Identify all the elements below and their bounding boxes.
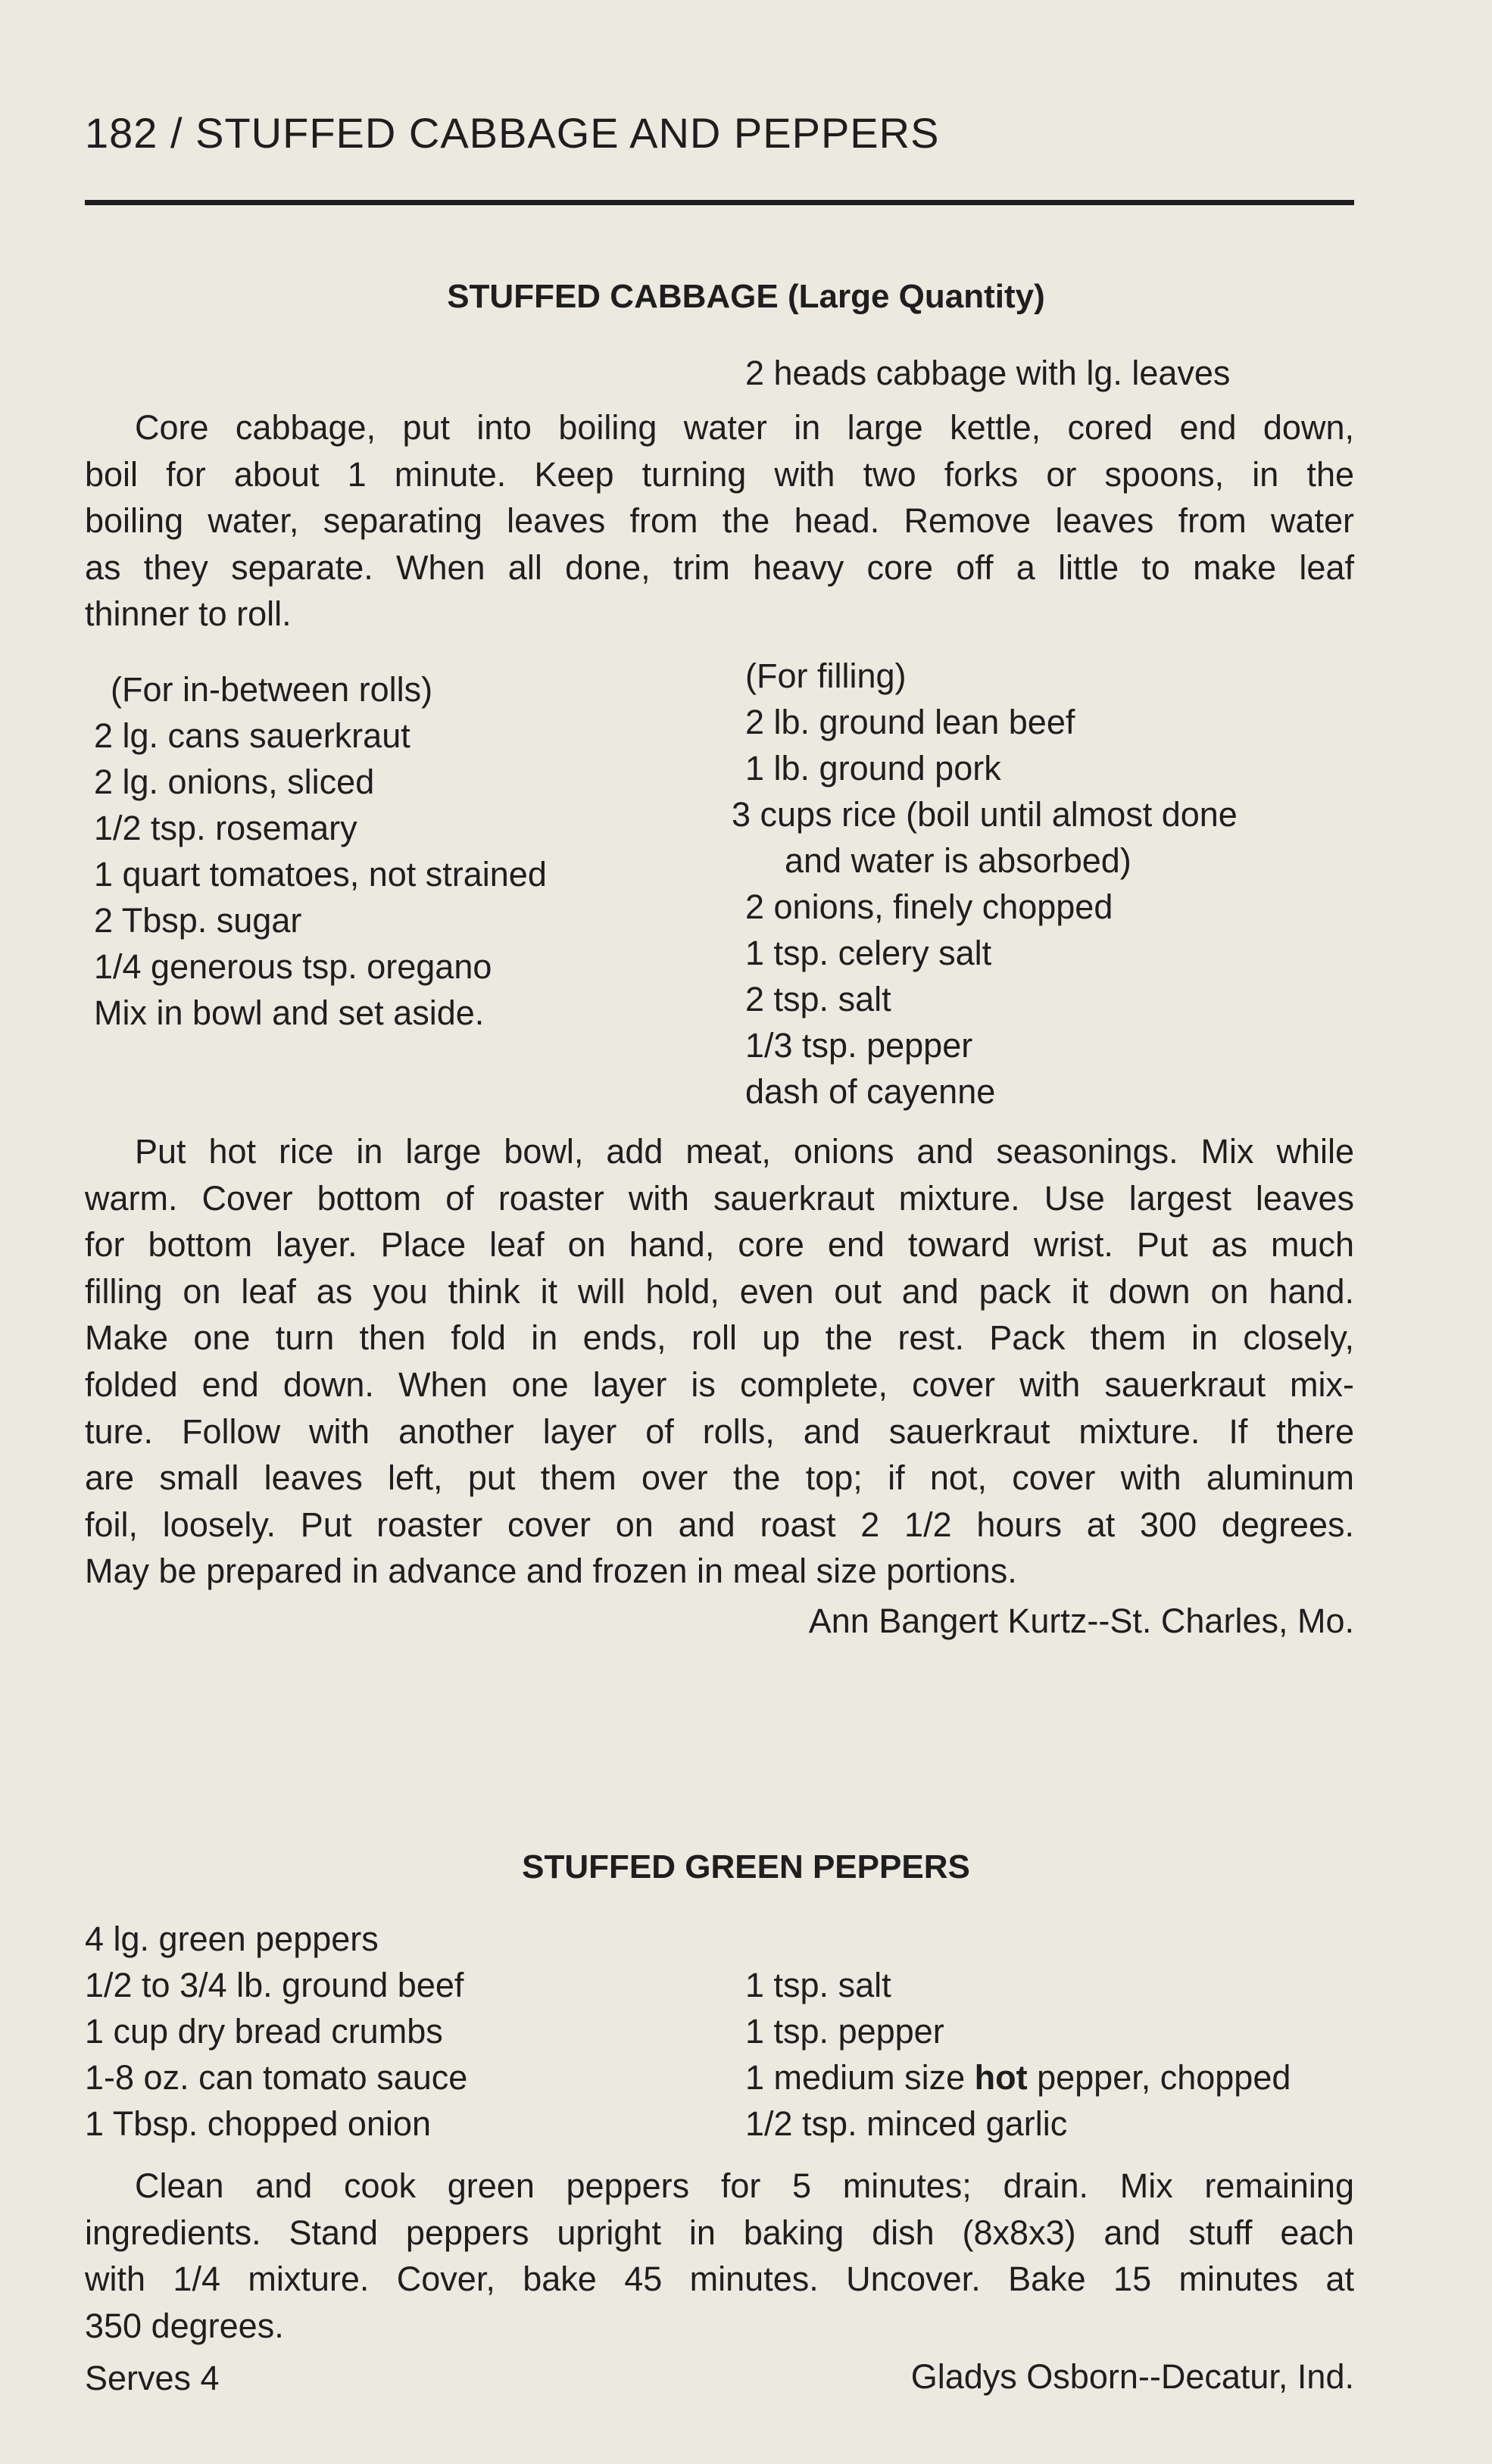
method-line: foil, loosely. Put roaster cover on and roast 2 1/2 hours at 300 degrees. (85, 1505, 1354, 1544)
method-line: Put hot rice in large bowl, add meat, onions and seasonings. Mix while (135, 1132, 1354, 1171)
method-line: May be prepared in advance and frozen in meal size portions. (85, 1552, 1017, 1591)
method-line: are small leaves left, put them over the top; if not, cover with aluminum (85, 1458, 1354, 1498)
method-line: Make one turn then fold in ends, roll up the rest. Pack them in closely, (85, 1318, 1354, 1358)
method-line: folded end down. When one layer is complete, cover with sauerkraut mix- (85, 1365, 1354, 1404)
emphasis-hot: hot (974, 2058, 1028, 2097)
ingredient-item: (For in-between rolls) (111, 670, 433, 709)
pepper-ingredients-right (745, 1962, 1291, 2147)
method-line: 350 degrees. (85, 2306, 284, 2345)
ingredient-item: 4 lg. green peppers (85, 1920, 379, 1958)
recipe-credit: Ann Bangert Kurtz--St. Charles, Mo. (808, 1602, 1354, 1640)
ingredient-item: Mix in bowl and set aside. (94, 993, 485, 1032)
method-line: ture. Follow with another layer of rolls, and sauerkraut mixture. If there (85, 1411, 1354, 1451)
intro-paragraph (85, 404, 1354, 638)
ingredient-item: 1/2 tsp. minced garlic (745, 2104, 1068, 2143)
ingredient-item: 3 cups rice (boil until almost done (732, 795, 1238, 834)
ingredient-item: 1 tsp. pepper (745, 2012, 944, 2051)
ingredient-item: 2 lg. cans sauerkraut (94, 716, 410, 755)
page-header: 182 / STUFFED CABBAGE AND PEPPERS (85, 109, 940, 157)
ingredient-item: 1 tsp. celery salt (745, 934, 992, 972)
ingredient-item: 1/2 tsp. rosemary (94, 809, 357, 847)
ingredient-item: 1/3 tsp. pepper (745, 1026, 973, 1065)
ingredient-item: 1-8 oz. can tomato sauce (85, 2058, 468, 2097)
ingredient-item: 2 onions, finely chopped (745, 887, 1113, 926)
intro-line: as they separate. When all done, trim heavy core off a little to make leaf (85, 547, 1354, 587)
method-line: with 1/4 mixture. Cover, bake 45 minutes. Uncover. Bake 15 minutes at (85, 2260, 1354, 2299)
ingredient-item: 1 quart tomatoes, not strained (94, 855, 547, 894)
intro-line: boiling water, separating leaves from the head. Remove leaves from water (85, 501, 1354, 541)
ingredient-item: 2 lg. onions, sliced (94, 763, 375, 801)
ingredient-item: 1/4 generous tsp. oregano (94, 947, 492, 986)
ingredient-item: and water is absorbed) (785, 841, 1131, 880)
ingredient-item-hot-pepper (745, 2054, 1291, 2101)
ingredient-item: 1 lb. ground pork (745, 749, 1001, 788)
pepper-ingredients-left (85, 1916, 467, 2147)
serves-note: Serves 4 (85, 2359, 220, 2397)
intro-line: thinner to roll. (85, 594, 292, 634)
method-line: for bottom layer. Place leaf on hand, core end toward wrist. Put as much (85, 1225, 1354, 1265)
ingredients-left-column (94, 666, 547, 1036)
ingredient-item: dash of cayenne (745, 1072, 996, 1111)
recipe-credit: Gladys Osborn--Decatur, Ind. (910, 2357, 1354, 2396)
method-line: warm. Cover bottom of roaster with sauerkraut mixture. Use largest leaves (85, 1178, 1354, 1218)
ingredient-item: 1 cup dry bread crumbs (85, 2012, 443, 2051)
ingredient-item: 1/2 to 3/4 lb. ground beef (85, 1966, 464, 2004)
ingredient-item: 1 Tbsp. chopped onion (85, 2104, 432, 2143)
ingredient-item: 1 tsp. salt (745, 1966, 891, 2004)
top-ingredient: 2 heads cabbage with lg. leaves (745, 354, 1231, 392)
ingredient-text: pepper, chopped (1027, 2058, 1291, 2097)
recipe-title-stuffed-green-peppers: STUFFED GREEN PEPPERS (522, 1848, 970, 1885)
intro-line: Core cabbage, put into boiling water in large kettle, cored end down, (135, 408, 1354, 447)
method-line: Clean and cook green peppers for 5 minutes; drain. Mix remaining (135, 2166, 1354, 2205)
method-paragraph (85, 1128, 1354, 1595)
ingredient-item: (For filling) (745, 657, 907, 695)
ingredients-right-column (732, 653, 1238, 1115)
recipe-title-stuffed-cabbage: STUFFED CABBAGE (Large Quantity) (447, 278, 1045, 315)
ingredient-item: 2 tsp. salt (745, 980, 891, 1018)
ingredient-text: 1 medium size (745, 2058, 975, 2097)
method-line: ingredients. Stand peppers upright in baking dish (8x8x3) and stuff each (85, 2213, 1354, 2252)
method-line: filling on leaf as you think it will hold, even out and pack it down on hand. (85, 1271, 1354, 1311)
header-rule (85, 200, 1354, 205)
ingredient-item: 2 lb. ground lean beef (745, 703, 1075, 741)
ingredient-item: 2 Tbsp. sugar (94, 901, 302, 940)
pepper-method-paragraph (85, 2163, 1354, 2349)
intro-line: boil for about 1 minute. Keep turning with two forks or spoons, in the (85, 454, 1354, 494)
